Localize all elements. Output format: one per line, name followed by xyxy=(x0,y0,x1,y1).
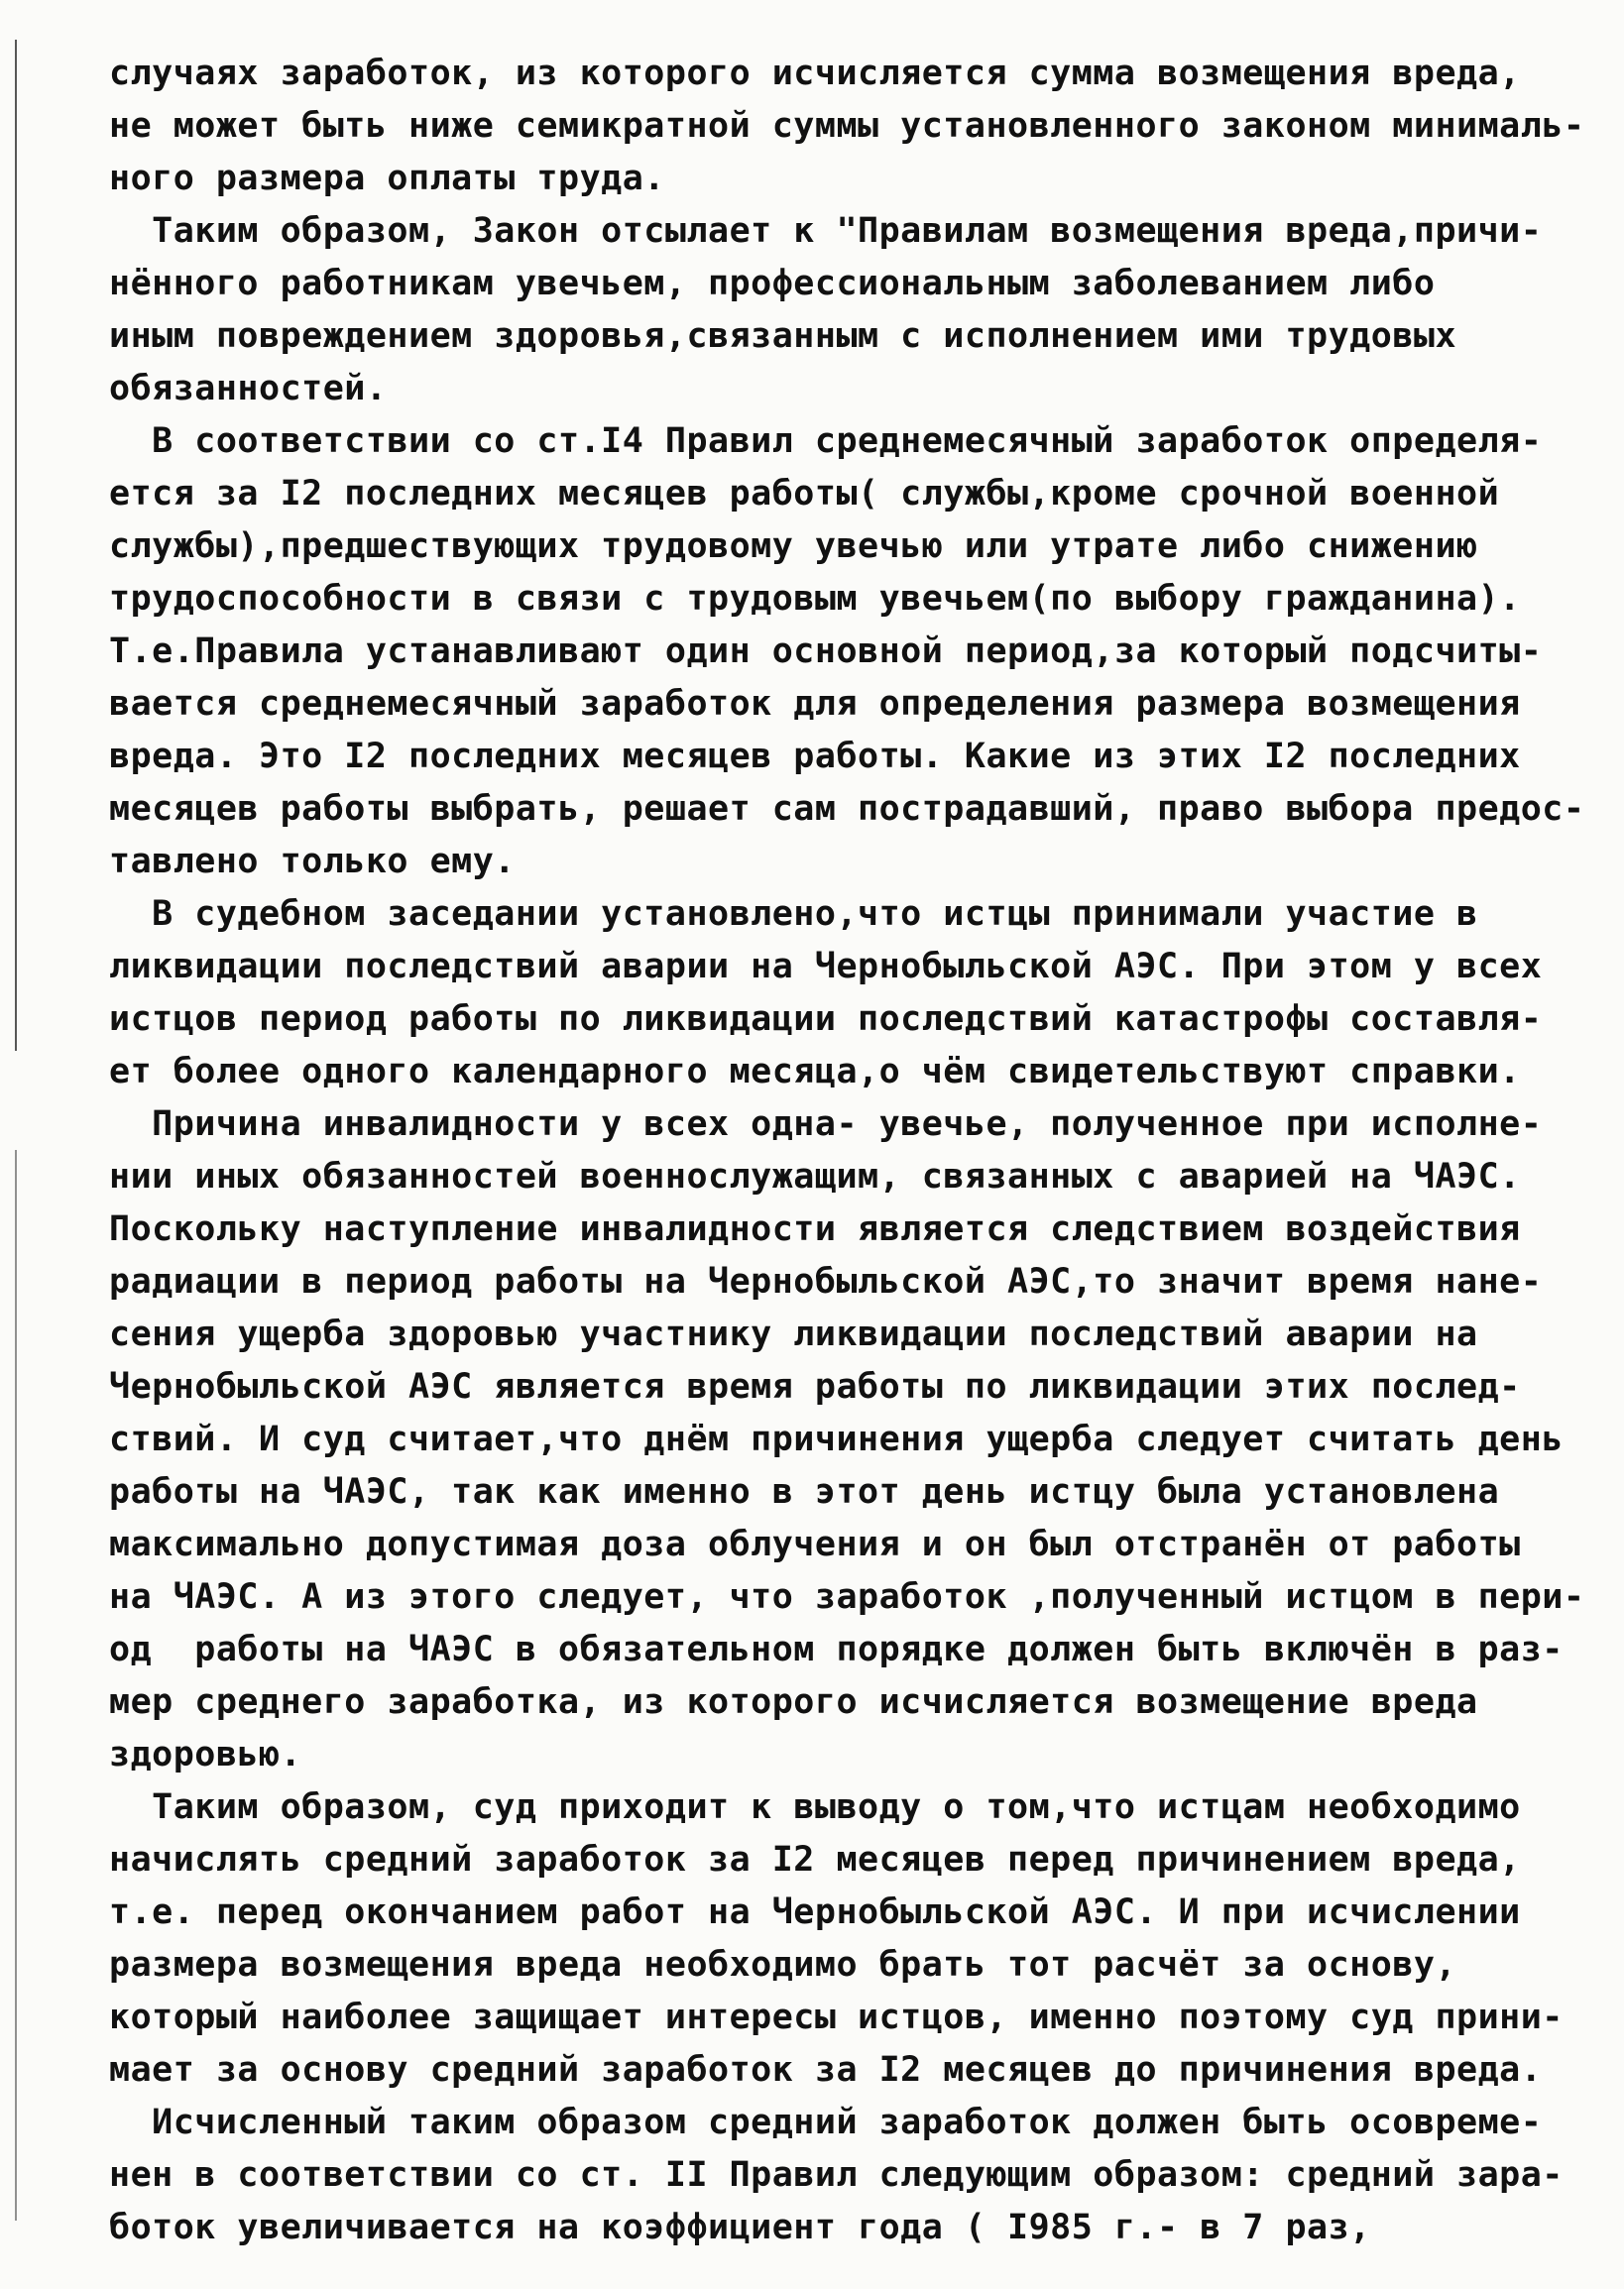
text-line: размера возмещения вреда необходимо брать тот расчёт за основу, xyxy=(109,1945,1457,1985)
text-line: Таким образом, суд приходит к выводу о том,что истцам необходимо xyxy=(109,1787,1521,1827)
text-line: ет более одного календарного месяца,о чём свидетельствуют справки. xyxy=(109,1052,1521,1091)
text-line: Причина инвалидности у всех одна- увечье, полученное при исполне- xyxy=(109,1104,1543,1144)
text-line: случаях заработок, из которого исчисляется сумма возмещения вреда, xyxy=(109,54,1521,93)
text-line: работы на ЧАЭС, так как именно в этот день истцу была установлена xyxy=(109,1472,1500,1512)
text-line: месяцев работы выбрать, решает сам пострадавший, право выбора предос- xyxy=(109,789,1585,829)
text-line: который наиболее защищает интересы истцов, именно поэтому суд прини- xyxy=(109,1998,1564,2037)
text-line: В соответствии со ст.I4 Правил среднемесячный заработок определя- xyxy=(109,421,1543,461)
text-line: нённого работникам увечьем, профессиональным заболеванием либо xyxy=(109,264,1436,303)
text-line: Исчисленный таким образом средний заработок должен быть осовреме- xyxy=(109,2103,1543,2142)
text-line: начислять средний заработок за I2 месяцев перед причинением вреда, xyxy=(109,1840,1521,1880)
text-line: радиации в период работы на Чернобыльской АЭС,то значит время нане- xyxy=(109,1262,1543,1302)
text-line: нен в соответствии со ст. II Правил следующим образом: средний зара- xyxy=(109,2155,1564,2195)
text-line: иным повреждением здоровья,связанным с исполнением ими трудовых xyxy=(109,316,1457,356)
text-line: нии иных обязанностей военнослужащим, связанных с аварией на ЧАЭС. xyxy=(109,1157,1521,1197)
text-line: ликвидации последствий аварии на Чернобыльской АЭС. При этом у всех xyxy=(109,947,1543,986)
text-line: мает за основу средний заработок за I2 месяцев до причинения вреда. xyxy=(109,2050,1543,2090)
text-line: здоровью. xyxy=(109,1735,302,1774)
text-line: ется за I2 последних месяцев работы( службы,кроме срочной военной xyxy=(109,474,1500,514)
text-line: ного размера оплаты труда. xyxy=(109,159,665,198)
text-line: вается среднемесячный заработок для определения размера возмещения xyxy=(109,684,1521,724)
text-line: од работы на ЧАЭС в обязательном порядке должен быть включён в раз- xyxy=(109,1630,1564,1669)
text-line: Т.е.Правила устанавливают один основной период,за который подсчиты- xyxy=(109,631,1543,671)
text-line: Чернобыльской АЭС является время работы по ликвидации этих послед- xyxy=(109,1367,1521,1407)
text-line: т.е. перед окончанием работ на Чернобыльской АЭС. И при исчислении xyxy=(109,1892,1521,1932)
text-line: службы),предшествующих трудовому увечью или утрате либо снижению xyxy=(109,526,1478,566)
text-line: ствий. И суд считает,что днём причинения ущерба следует считать день xyxy=(109,1420,1564,1459)
text-line: тавлено только ему. xyxy=(109,842,516,881)
text-line: Поскольку наступление инвалидности является следствием воздействия xyxy=(109,1209,1521,1249)
text-line: боток увеличивается на коэффициент года ( I985 г.- в 7 раз, xyxy=(109,2208,1371,2247)
text-line: трудоспособности в связи с трудовым увечьем(по выбору гражданина). xyxy=(109,579,1521,619)
text-line: максимально допустимая доза облучения и он был отстранён от работы xyxy=(109,1525,1521,1564)
text-line: мер среднего заработка, из которого исчисляется возмещение вреда xyxy=(109,1682,1478,1722)
text-line: обязанностей. xyxy=(109,369,388,408)
text-line: вреда. Это I2 последних месяцев работы. Какие из этих I2 последних xyxy=(109,737,1521,776)
text-line: на ЧАЭС. А из этого следует, что заработок ,полученный истцом в пери- xyxy=(109,1577,1585,1617)
document-body xyxy=(109,48,1585,2254)
scan-border-line xyxy=(15,40,17,1051)
scan-border-line-lower xyxy=(15,1150,17,2221)
text-line: сения ущерба здоровью участнику ликвидации последствий аварии на xyxy=(109,1315,1478,1354)
text-line: не может быть ниже семикратной суммы установленного законом минималь- xyxy=(109,106,1585,146)
text-line: истцов период работы по ликвидации последствий катастрофы составля- xyxy=(109,999,1543,1039)
text-line: Таким образом, Закон отсылает к "Правилам возмещения вреда,причи- xyxy=(109,211,1543,251)
text-line: В судебном заседании установлено,что истцы принимали участие в xyxy=(109,894,1478,934)
